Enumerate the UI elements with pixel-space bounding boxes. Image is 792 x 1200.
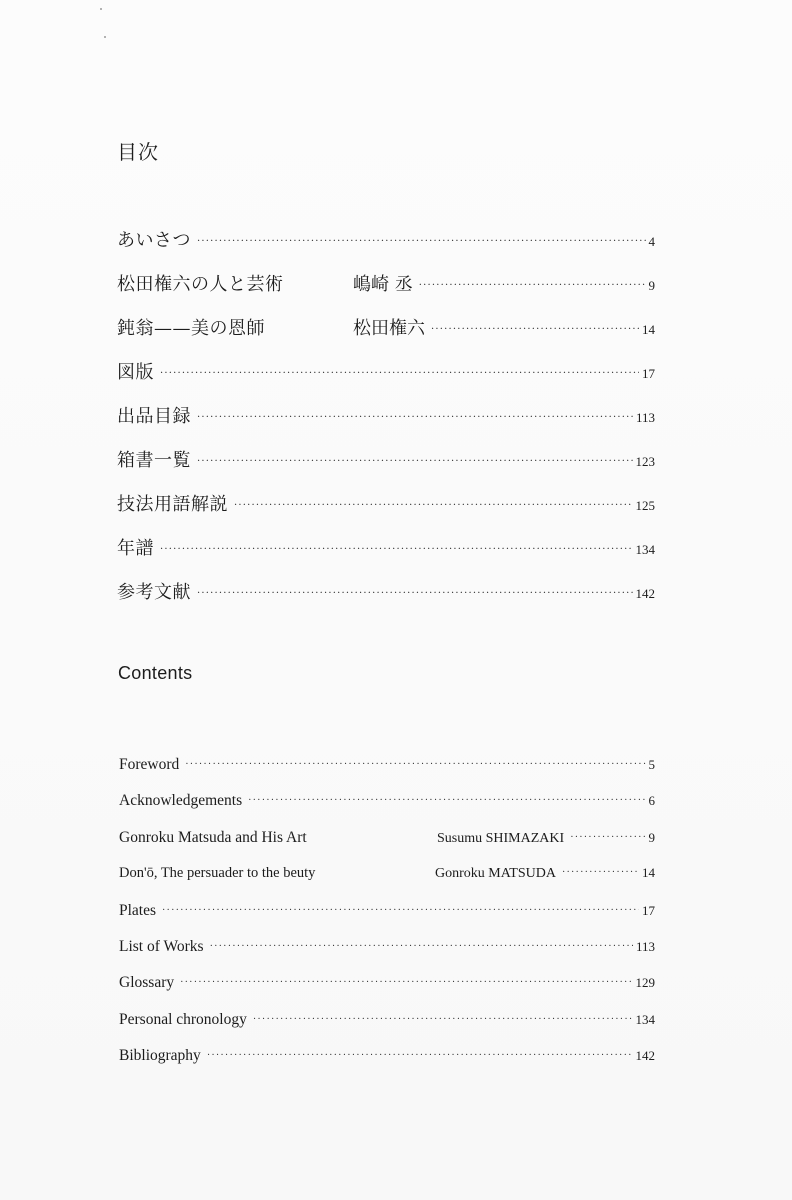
toc-row[interactable] <box>119 756 655 792</box>
toc-title: 鈍翁——美の恩師 <box>117 318 265 339</box>
toc-title: Gonroku Matsuda and His Art <box>119 828 307 846</box>
toc-title: 松田権六の人と芸術 <box>117 274 284 295</box>
toc-page-number: 14 <box>642 322 655 337</box>
japanese-contents-heading: 目次 <box>117 140 159 164</box>
toc-row[interactable] <box>117 490 655 534</box>
toc-row[interactable] <box>119 792 655 828</box>
paper-speck <box>104 36 106 38</box>
toc-row[interactable] <box>119 938 655 974</box>
toc-page-number: 123 <box>635 454 655 469</box>
toc-title: 箱書一覧 <box>117 450 191 471</box>
toc-title: 年譜 <box>117 538 154 559</box>
toc-page-number: 14 <box>642 865 655 881</box>
toc-row[interactable] <box>119 902 655 938</box>
toc-row[interactable] <box>117 226 655 270</box>
toc-row[interactable] <box>119 829 655 865</box>
japanese-toc <box>117 226 655 622</box>
dot-leader <box>162 905 639 916</box>
toc-page-number: 125 <box>635 498 655 513</box>
toc-page-number: 129 <box>635 975 655 991</box>
toc-page-number: 134 <box>635 542 655 557</box>
dot-leader <box>197 412 633 423</box>
toc-author: 松田権六 <box>353 318 425 339</box>
dot-leader <box>160 544 633 555</box>
toc-row[interactable] <box>117 314 655 358</box>
toc-page-number: 9 <box>648 278 655 293</box>
toc-title: Acknowledgements <box>119 792 243 810</box>
dot-leader <box>207 1050 633 1061</box>
dot-leader <box>253 1014 633 1025</box>
toc-page-number: 113 <box>635 938 655 954</box>
paper-speck <box>100 8 102 10</box>
toc-title: 出品目録 <box>117 406 191 427</box>
dot-leader <box>185 759 645 770</box>
english-contents-heading: Contents <box>118 663 193 683</box>
toc-title: Bibliography <box>119 1047 201 1065</box>
toc-author: 嶋崎 丞 <box>353 274 413 295</box>
toc-row[interactable] <box>119 1047 655 1083</box>
dot-leader <box>562 867 639 878</box>
toc-page-number: 142 <box>635 586 655 601</box>
toc-row[interactable] <box>117 534 655 578</box>
toc-title: 技法用語解説 <box>117 494 228 515</box>
dot-leader <box>160 368 639 379</box>
toc-page-number: 6 <box>648 793 655 809</box>
toc-author: Susumu SHIMAZAKI <box>437 830 565 846</box>
toc-row[interactable] <box>117 446 655 490</box>
toc-page-number: 17 <box>642 902 655 918</box>
toc-row[interactable] <box>119 865 655 901</box>
toc-page-number: 134 <box>635 1011 655 1027</box>
dot-leader <box>570 832 645 843</box>
dot-leader <box>234 500 633 511</box>
toc-author: Gonroku MATSUDA <box>435 866 556 882</box>
toc-title: List of Works <box>119 937 204 955</box>
dot-leader <box>431 324 639 335</box>
dot-leader <box>197 236 646 247</box>
toc-row[interactable] <box>117 402 655 446</box>
toc-title: あいさつ <box>117 230 191 251</box>
toc-row[interactable] <box>117 358 655 402</box>
toc-row[interactable] <box>117 578 655 622</box>
toc-title: Glossary <box>119 974 175 992</box>
english-toc <box>119 756 655 1084</box>
toc-title: 参考文献 <box>117 582 191 603</box>
toc-row[interactable] <box>119 974 655 1010</box>
toc-page-number: 142 <box>635 1048 655 1064</box>
toc-page-number: 113 <box>635 410 655 425</box>
toc-page-number: 5 <box>648 757 655 772</box>
dot-leader <box>197 456 633 467</box>
dot-leader <box>210 941 633 952</box>
toc-title: Plates <box>119 901 157 919</box>
toc-title: Don'ō, The persuader to the beuty <box>119 865 316 882</box>
dot-leader <box>419 280 646 291</box>
toc-row[interactable] <box>117 270 655 314</box>
dot-leader <box>197 588 633 599</box>
toc-title: Personal chronology <box>119 1010 247 1028</box>
toc-page-number: 4 <box>648 234 655 249</box>
toc-row[interactable] <box>119 1011 655 1047</box>
toc-title: 図版 <box>117 362 154 383</box>
toc-page-number: 9 <box>648 829 655 845</box>
dot-leader <box>248 795 645 806</box>
toc-page-number: 17 <box>642 366 655 381</box>
dot-leader <box>180 977 632 988</box>
toc-title: Foreword <box>119 756 180 773</box>
